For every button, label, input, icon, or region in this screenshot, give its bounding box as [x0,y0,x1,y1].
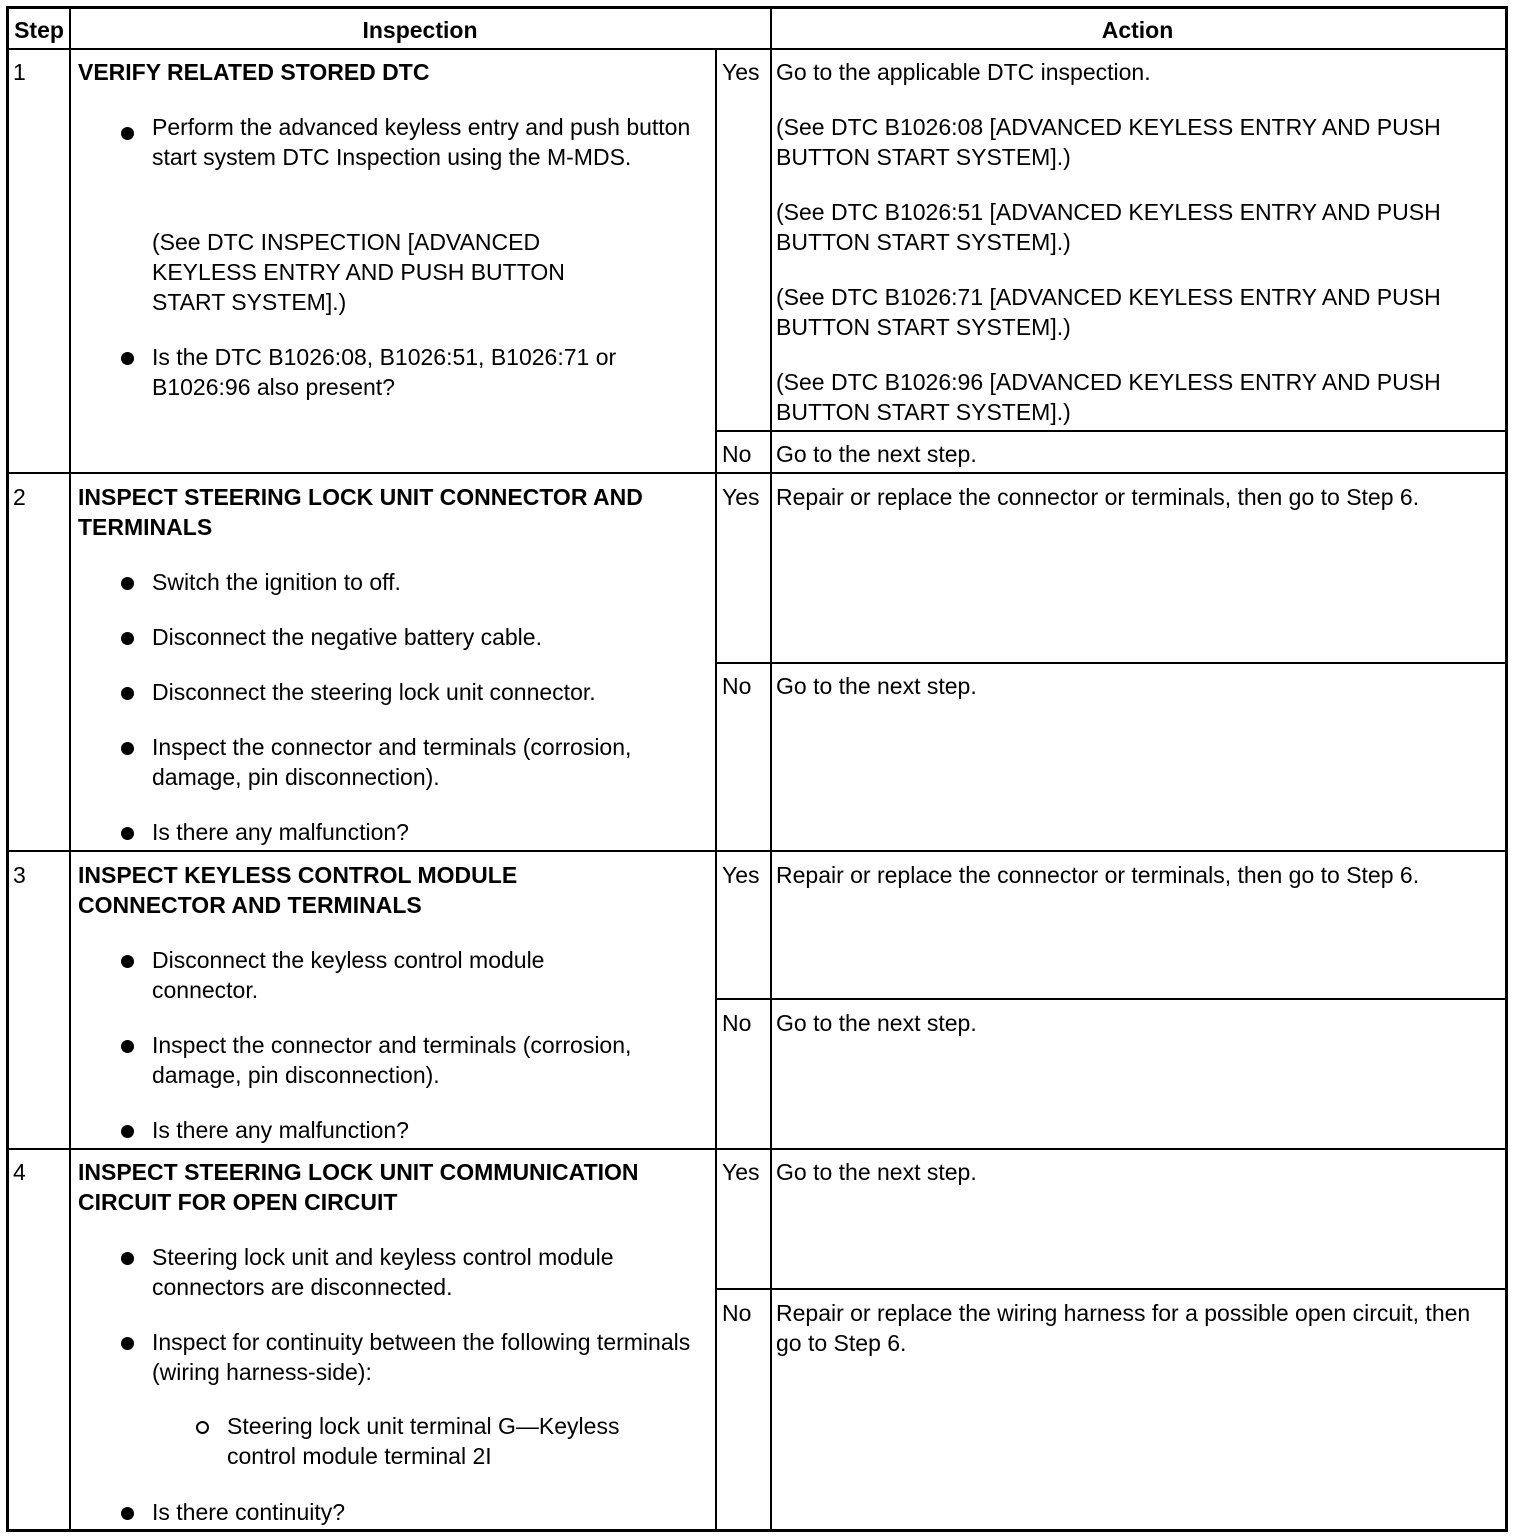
bullet-icon [121,1337,134,1350]
step-title: INSPECT STEERING LOCK UNIT CONNECTOR AND TERMINALS [78,484,643,540]
column-divider [69,9,71,1529]
header-inspection: Inspection [362,17,478,43]
yes-action: Go to the applicable DTC inspection. [776,59,1151,85]
yes-no-rule [715,662,1505,664]
step-number: 4 [13,1159,26,1185]
no-action: Go to the next step. [776,441,977,467]
inspection-item: Disconnect the steering lock unit connector. [152,679,596,705]
yes-action: Repair or replace the connector or terminals, then go to Step 6. [776,484,1420,510]
inspection-item: Steering lock unit and keyless control module connectors are disconnected. [152,1244,614,1300]
bullet-icon [121,742,134,755]
row-rule [9,472,1505,474]
no-label: No [722,1010,752,1036]
yes-label: Yes [722,1159,760,1185]
inspection-item: Is there any malfunction? [152,819,409,845]
no-label: No [722,673,752,699]
yes-no-rule [715,430,1505,432]
yes-action: Repair or replace the connector or terminals, then go to Step 6. [776,862,1420,888]
yes-label: Yes [722,484,760,510]
bullet-icon [121,1507,134,1520]
step-number: 1 [13,59,26,85]
header-rule [9,48,1505,50]
step-title: INSPECT KEYLESS CONTROL MODULE CONNECTOR AND TERMINALS [78,862,518,918]
bullet-icon [121,632,134,645]
header-action: Action [1101,17,1174,43]
column-divider [770,9,772,1529]
no-label: No [722,441,752,467]
yes-action: Go to the next step. [776,1159,977,1185]
inspection-item: Disconnect the keyless control module connector. [152,947,545,1003]
inspection-item: Inspect the connector and terminals (corrosion, damage, pin disconnection). [152,1032,632,1088]
bullet-icon [121,1040,134,1053]
inspection-item: Inspect the connector and terminals (corrosion, damage, pin disconnection). [152,734,632,790]
yes-no-rule [715,1288,1505,1290]
yes-no-rule [715,998,1505,1000]
bullet-icon [121,827,134,840]
bullet-icon [121,687,134,700]
inspection-item: Inspect for continuity between the following terminals (wiring harness-side): [152,1329,691,1385]
inspection-note: (See DTC INSPECTION [ADVANCED KEYLESS ENTRY AND PUSH BUTTON START SYSTEM].) [152,229,565,315]
yes-action-ref: (See DTC B1026:71 [ADVANCED KEYLESS ENTRY AND PUSH BUTTON START SYSTEM].) [776,284,1441,340]
bullet-icon [121,955,134,968]
step-number: 3 [13,862,26,888]
inspection-item: Is the DTC B1026:08, B1026:51, B1026:71 or B1026:96 also present? [152,344,617,400]
inspection-subitem: Steering lock unit terminal G—Keyless control module terminal 2I [227,1413,620,1469]
yes-action-ref: (See DTC B1026:96 [ADVANCED KEYLESS ENTRY AND PUSH BUTTON START SYSTEM].) [776,369,1441,425]
bullet-icon [121,1252,134,1265]
circle-bullet-icon [196,1421,209,1434]
column-divider [715,48,717,1529]
bullet-icon [121,577,134,590]
yes-label: Yes [722,59,760,85]
no-label: No [722,1300,752,1326]
inspection-item: Perform the advanced keyless entry and push button start system DTC Inspection using the M-MDS. [152,114,691,170]
no-action: Repair or replace the wiring harness for a possible open circuit, then go to Step 6. [776,1300,1471,1356]
bullet-icon [121,1125,134,1138]
row-rule [9,850,1505,852]
header-step: Step [14,17,64,43]
inspection-item: Is there continuity? [152,1499,346,1525]
step-number: 2 [13,484,26,510]
no-action: Go to the next step. [776,1010,977,1036]
inspection-item: Switch the ignition to off. [152,569,401,595]
step-title: INSPECT STEERING LOCK UNIT COMMUNICATION CIRCUIT FOR OPEN CIRCUIT [78,1159,639,1215]
inspection-item: Is there any malfunction? [152,1117,409,1143]
yes-label: Yes [722,862,760,888]
inspection-table [6,6,1508,1532]
no-action: Go to the next step. [776,673,977,699]
inspection-item: Disconnect the negative battery cable. [152,624,542,650]
step-title: VERIFY RELATED STORED DTC [78,59,430,85]
yes-action-ref: (See DTC B1026:08 [ADVANCED KEYLESS ENTRY AND PUSH BUTTON START SYSTEM].) [776,114,1441,170]
row-rule [9,1148,1505,1150]
bullet-icon [121,352,134,365]
bullet-icon [121,127,134,140]
yes-action-ref: (See DTC B1026:51 [ADVANCED KEYLESS ENTRY AND PUSH BUTTON START SYSTEM].) [776,199,1441,255]
